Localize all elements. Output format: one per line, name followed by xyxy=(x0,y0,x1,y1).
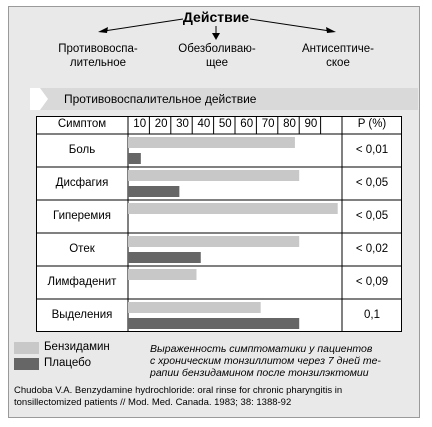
bar-benzydamine xyxy=(128,302,261,313)
tick-label: 20 xyxy=(154,118,168,130)
tick-label: 70 xyxy=(261,118,275,130)
tick-label: 30 xyxy=(176,118,189,130)
p-column-header: P (%) xyxy=(357,118,387,130)
tick-label: 80 xyxy=(283,118,296,130)
tick-label: 50 xyxy=(218,118,232,130)
tick-label: 40 xyxy=(197,118,211,130)
symptom-label: Отек xyxy=(69,242,95,255)
section-label: Противовоспалительное действие xyxy=(64,92,257,106)
category-antiseptic: Антисептиче- ское xyxy=(302,43,374,69)
legend-swatch-benzydamine xyxy=(14,342,39,354)
symptom-column-header: Симптом xyxy=(57,118,107,130)
bar-benzydamine xyxy=(128,170,299,181)
bar-placebo xyxy=(128,186,179,197)
p-value-label: < 0,02 xyxy=(355,242,389,255)
symptom-label: Дисфагия xyxy=(55,176,109,189)
legend-swatch-placebo xyxy=(14,358,39,370)
action-title: Действие xyxy=(182,9,250,25)
tick-label: 10 xyxy=(133,118,147,130)
category-analgesic: Обезболиваю- щее xyxy=(178,43,256,69)
source-citation: Chudoba V.A. Benzydamine hydrochloride: oral rinse for chronic pharyngitis in tonsillectomized patients // Mod. Med. Canada. 1983; 38: 1388-92 xyxy=(14,385,343,408)
bar-benzydamine xyxy=(128,137,295,148)
chart-note: Выраженность симптоматики у пациентов с хроническим тонзиллитом через 7 дней те- рапии бензидамином после тонзилэктомии xyxy=(150,343,381,379)
tick-label: 90 xyxy=(304,118,318,130)
legend-label-placebo: Плацебо xyxy=(44,357,92,369)
bar-benzydamine xyxy=(128,269,196,280)
legend-label-benzydamine: Бензидамин xyxy=(44,341,110,353)
p-value-label: < 0,05 xyxy=(355,209,389,222)
category-anti-inflammatory: Противовоспа- лительное xyxy=(58,43,138,69)
symptom-label: Лимфаденит xyxy=(47,275,117,288)
bar-placebo xyxy=(128,252,201,263)
bar-placebo xyxy=(128,318,299,329)
tick-label: 60 xyxy=(240,118,254,130)
symptom-label: Боль xyxy=(68,143,96,156)
symptom-label: Выделения xyxy=(51,308,113,321)
p-value-label: < 0,05 xyxy=(355,176,389,189)
bar-placebo xyxy=(128,153,141,164)
symptom-label: Гиперемия xyxy=(53,209,111,222)
p-value-label: < 0,01 xyxy=(355,143,389,156)
bar-benzydamine xyxy=(128,236,299,247)
p-value-label: < 0,09 xyxy=(355,275,389,288)
bar-benzydamine xyxy=(128,203,338,214)
p-value-label: 0,1 xyxy=(364,308,380,321)
